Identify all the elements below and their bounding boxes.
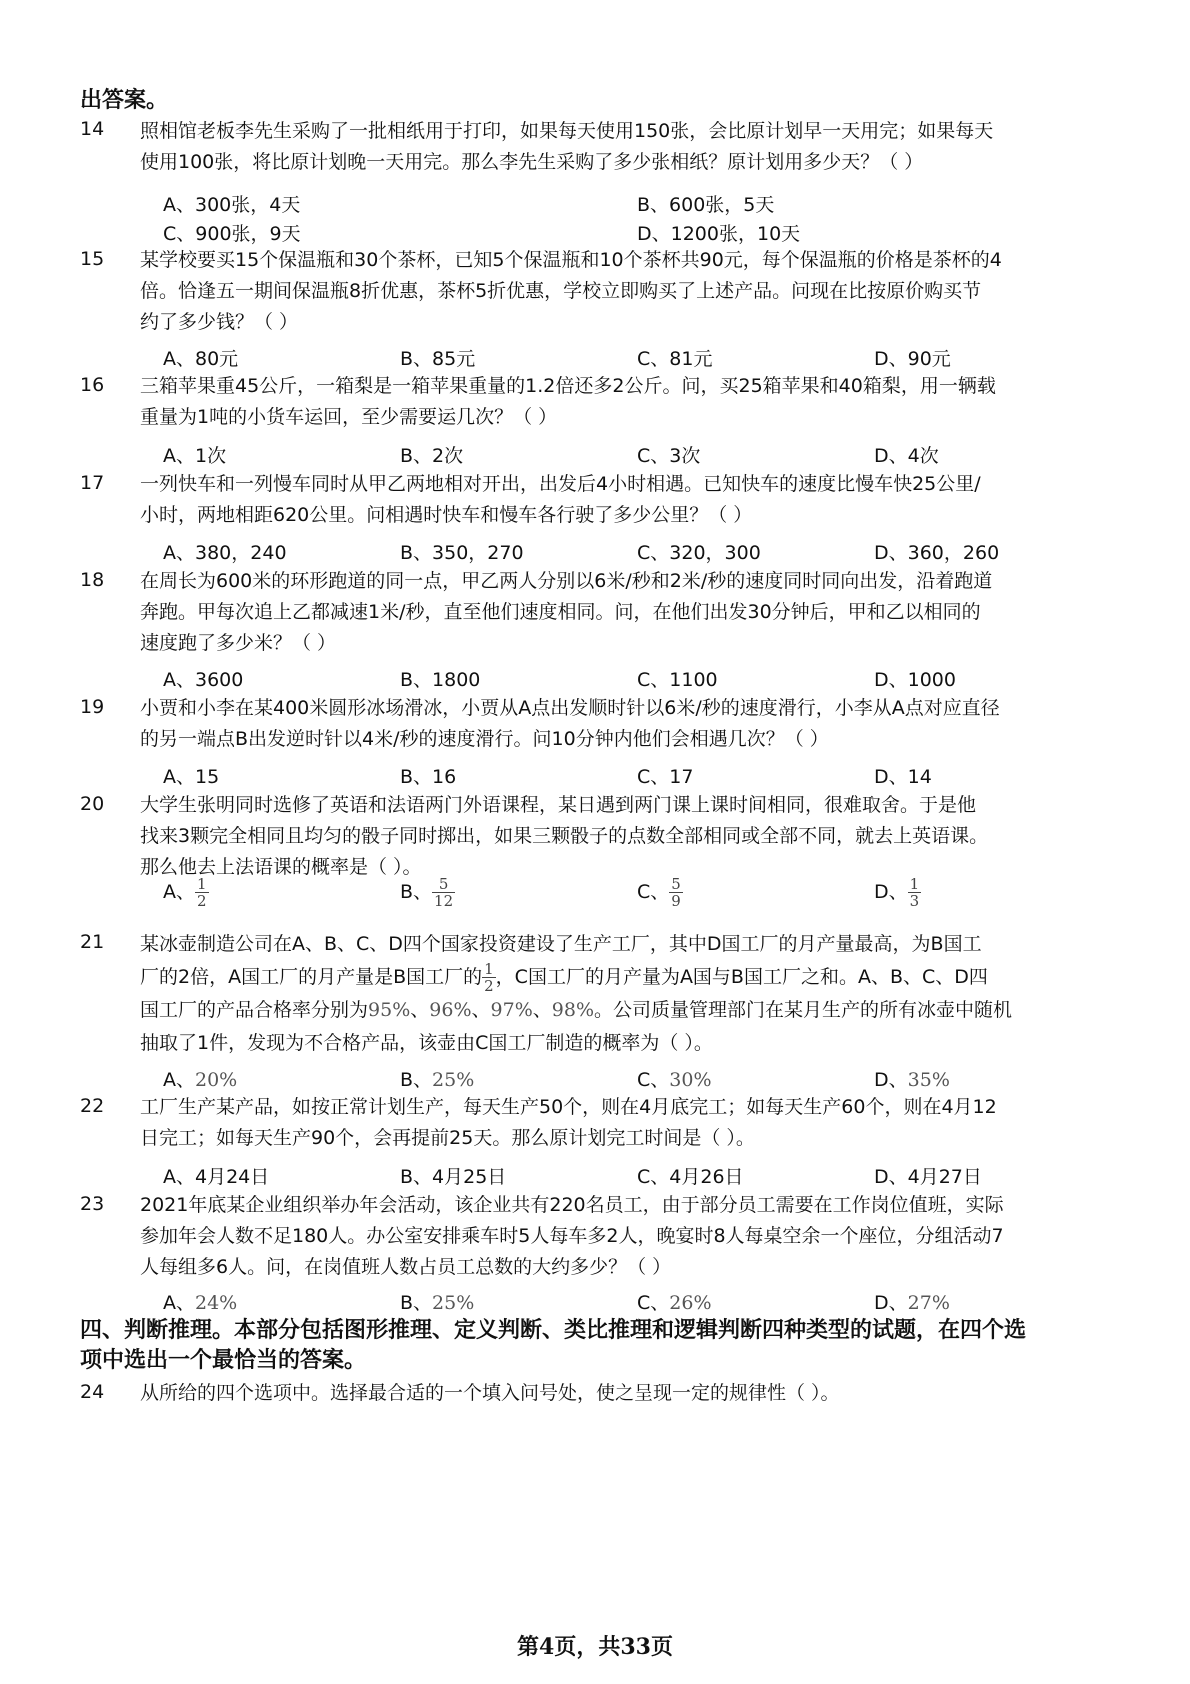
question-text xyxy=(140,371,1100,433)
question-text xyxy=(140,245,1100,338)
option-c: C、1100 xyxy=(637,669,718,691)
option-a: A、4月24日 xyxy=(163,1166,270,1188)
question-line: 工厂生产某产品，如按正常计划生产，每天生产50个，则在4月底完工；如每天生产60个，则在4月12 xyxy=(140,1096,997,1118)
question-line: 那么他去上法语课的概率是（ ）。 xyxy=(140,856,422,878)
question-text xyxy=(140,1092,1100,1154)
fraction: $\frac{5}{12}$ xyxy=(434,875,454,910)
question-text xyxy=(140,790,1100,883)
option-c: C、17 xyxy=(637,766,694,788)
question-line: 约了多少钱？（ ） xyxy=(140,311,299,333)
question-text xyxy=(140,469,1100,531)
option-b: B、1800 xyxy=(400,669,481,691)
option-a xyxy=(163,876,209,909)
question-line: 三箱苹果重45公斤，一箱梨是一箱苹果重量的1.2倍还多2公斤。问，买25箱苹果和40箱梨，用一辆载 xyxy=(140,375,996,397)
option-a: A、1次 xyxy=(163,445,227,467)
option-b xyxy=(400,876,455,909)
question-line: 速度跑了多少米？（ ） xyxy=(140,632,337,654)
option-d xyxy=(874,876,921,909)
option-c: C、4月26日 xyxy=(637,1166,744,1188)
option-a: A、300张，4天 xyxy=(163,194,301,216)
question-line: 从所给的四个选项中。选择最合适的一个填入问号处，使之呈现一定的规律性（ ）。 xyxy=(140,1382,840,1404)
question-line: 大学生张明同时选修了英语和法语两门外语课程，某日遇到两门课上课时间相同，很难取舍。于是他 xyxy=(140,794,977,816)
question-number: 16 xyxy=(80,374,105,396)
question-line: 的另一端点B出发逆时针以4米/秒的速度滑行。问10分钟内他们会相遇几次？（ ） xyxy=(140,728,829,750)
question-number: 20 xyxy=(80,793,105,815)
question-text xyxy=(140,1378,1100,1409)
question-line: 重量为1吨的小货车运回，至少需要运几次？（ ） xyxy=(140,406,558,428)
option-b: B、85元 xyxy=(400,348,476,370)
option-d: D、1000 xyxy=(874,669,956,691)
option-d: D、360，260 xyxy=(874,542,1000,564)
question-text xyxy=(140,116,1100,178)
option-d: D、27% xyxy=(874,1292,950,1314)
option-b: B、2次 xyxy=(400,445,464,467)
section-heading: 四、判断推理。本部分包括图形推理、定义判断、类比推理和逻辑判断四种类型的试题，在四个选 项中选出一个最恰当的答案。 xyxy=(80,1318,1027,1373)
question-line: 奔跑。甲每次追上乙都减速1米/秒，直至他们速度相同。问，在他们出发30分钟后，甲和乙以相同的 xyxy=(140,601,981,623)
option-c: C、81元 xyxy=(637,348,713,370)
option-b: B、600张，5天 xyxy=(637,194,775,216)
option-letter: A、 xyxy=(163,881,195,903)
question-number: 14 xyxy=(80,118,105,140)
question-line: 小时，两地相距620公里。问相遇时快车和慢车各行驶了多少公里？（ ） xyxy=(140,504,753,526)
option-a: A、24% xyxy=(163,1292,238,1314)
fraction: $\frac{5}{9}$ xyxy=(671,875,681,910)
question-line: 一列快车和一列慢车同时从甲乙两地相对开出，出发后4小时相遇。已知快车的速度比慢车快25公里/ xyxy=(140,473,981,495)
question-text xyxy=(140,1190,1100,1283)
question-line: 抽取了1件，发现为不合格产品，该壶由C国工厂制造的概率为（ ）。 xyxy=(140,1032,713,1054)
question-number: 23 xyxy=(80,1193,105,1215)
option-letter: D、 xyxy=(874,881,908,903)
fraction: $\frac{1}{2}$ xyxy=(484,960,494,995)
fraction: $\frac{1}{3}$ xyxy=(909,875,920,910)
option-d: D、14 xyxy=(874,766,932,788)
question-line: 照相馆老板李先生采购了一批相纸用于打印，如果每天使用150张，会比原计划早一天用完；如果每天 xyxy=(140,120,994,142)
question-line: 使用100张，将比原计划晚一天用完。那么李先生采购了多少张相纸？原计划用多少天？（ ） xyxy=(140,151,924,173)
question-number: 19 xyxy=(80,696,105,718)
option-b: B、25% xyxy=(400,1069,475,1091)
option-letter: B、 xyxy=(400,881,433,903)
option-d: D、35% xyxy=(874,1069,950,1091)
question-number: 22 xyxy=(80,1095,105,1117)
question-text xyxy=(140,928,1100,1060)
option-b: B、350，270 xyxy=(400,542,524,564)
question-line: 倍。恰逢五一期间保温瓶8折优惠，茶杯5折优惠，学校立即购买了上述产品。问现在比按原价购买节 xyxy=(140,280,982,302)
option-c: C、3次 xyxy=(637,445,701,467)
question-line: 2021年底某企业组织举办年会活动，该企业共有220名员工，由于部分员工需要在工作岗位值班，实际 xyxy=(140,1194,1004,1216)
fraction: $\frac{1}{2}$ xyxy=(197,875,207,910)
option-d: D、1200张，10天 xyxy=(637,223,801,245)
question-line: 日完工；如每天生产90个，会再提前25天。那么原计划完工时间是（ ）。 xyxy=(140,1127,755,1149)
question-number: 18 xyxy=(80,569,105,591)
option-a: A、15 xyxy=(163,766,220,788)
question-number: 21 xyxy=(80,931,105,953)
page-footer: 第4页，共33页 xyxy=(517,1634,673,1660)
question-number: 24 xyxy=(80,1381,105,1403)
option-c xyxy=(637,876,683,909)
question-line: 参加年会人数不足180人。办公室安排乘车时5人每车多2人，晚宴时8人每桌空余一个座位，分组活动7 xyxy=(140,1225,1004,1247)
option-d: D、90元 xyxy=(874,348,951,370)
option-a: A、3600 xyxy=(163,669,244,691)
question-line: 某学校要买15个保温瓶和30个茶杯，已知5个保温瓶和10个茶杯共90元，每个保温瓶的价格是茶杯的4 xyxy=(140,249,1002,271)
question-line: 某冰壶制造公司在A、B、C、D四个国家投资建设了生产工厂，其中D国工厂的月产量最高，为B国工 xyxy=(140,933,982,955)
question-number: 15 xyxy=(80,248,105,270)
option-b: B、4月25日 xyxy=(400,1166,507,1188)
question-line: 找来3颗完全相同且均匀的骰子同时掷出，如果三颗骰子的点数全部相同或全部不同，就去上英语课。 xyxy=(140,825,989,847)
question-line: 人每组多6人。问，在岗值班人数占员工总数的大约多少？（ ） xyxy=(140,1256,672,1278)
option-a: A、380，240 xyxy=(163,542,287,564)
option-b: B、16 xyxy=(400,766,457,788)
option-c: C、26% xyxy=(637,1292,712,1314)
option-letter: C、 xyxy=(637,881,670,903)
question-line: 在周长为600米的环形跑道的同一点，甲乙两人分别以6米/秒和2米/秒的速度同时同向出发，沿着跑道 xyxy=(140,570,993,592)
option-c: C、320，300 xyxy=(637,542,761,564)
question-line: 国工厂的产品合格率分别为95%、96%、97%、98%。公司质量管理部门在某月生产的所有冰壶中随机 xyxy=(140,999,1013,1021)
option-a: A、20% xyxy=(163,1069,238,1091)
question-text xyxy=(140,566,1100,659)
question-line: 厂的2倍，A国工厂的月产量是B国工厂的 $\frac{1}{2}$ ，C国工厂的月产量为A国与B国工厂之和。A、B、C、D四 xyxy=(140,960,988,995)
option-c: C、900张，9天 xyxy=(163,223,301,245)
option-d: D、4次 xyxy=(874,445,939,467)
question-number: 17 xyxy=(80,472,105,494)
question-line: 小贾和小李在某400米圆形冰场滑冰，小贾从A点出发顺时针以6米/秒的速度滑行，小李从A点对应直径 xyxy=(140,697,1000,719)
option-d: D、4月27日 xyxy=(874,1166,982,1188)
option-c: C、30% xyxy=(637,1069,712,1091)
question-text xyxy=(140,693,1100,755)
option-a: A、80元 xyxy=(163,348,239,370)
option-b: B、25% xyxy=(400,1292,475,1314)
section-heading-continued: 出答案。 xyxy=(80,88,169,113)
